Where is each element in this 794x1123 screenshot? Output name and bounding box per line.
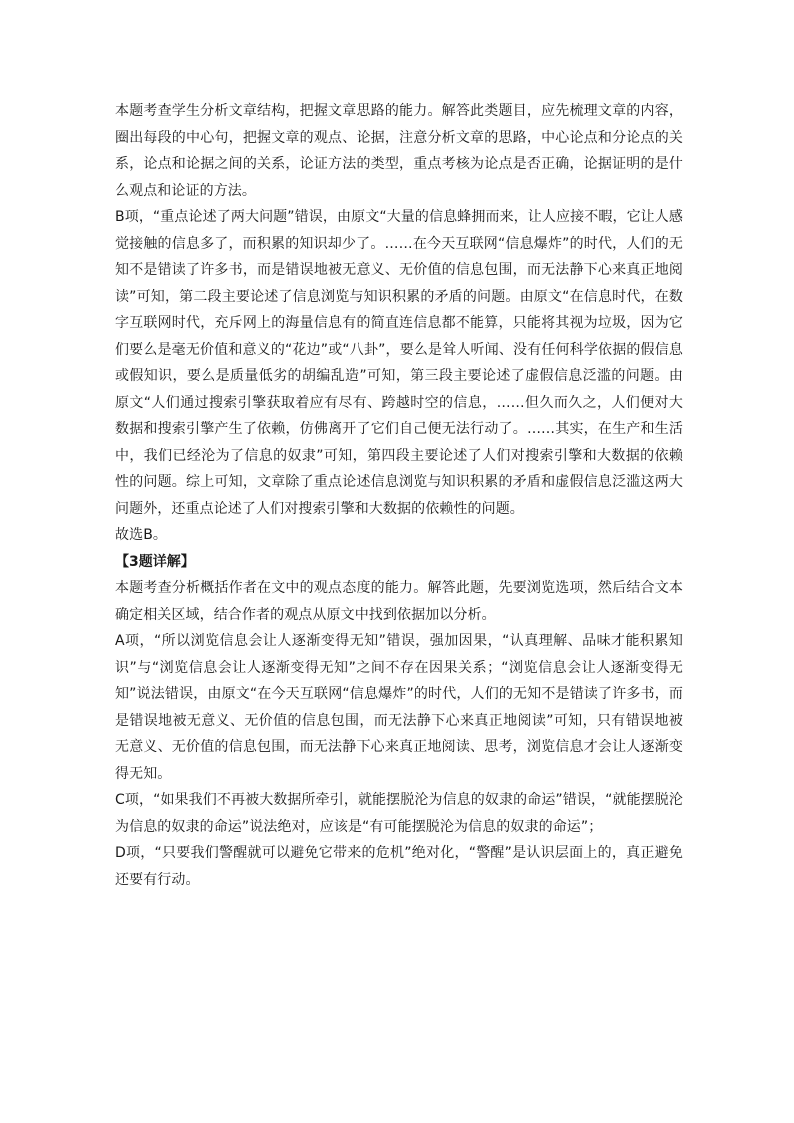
paragraph-answer: 故选B。 — [115, 527, 168, 543]
paragraph-q3-intro: 本题考查分析概括作者在文中的观点态度的能力。解答此题，先要浏览选项，然后结合文本确定相关区域，结合作者的观点从原文中找到依据加以分析。 — [115, 580, 683, 623]
section-heading: 【3题详解】 — [115, 553, 195, 570]
document-body — [115, 98, 683, 893]
paragraph-option-a: A项，“所以浏览信息会让人逐渐变得无知”错误，强加因果，“认真理解、品味才能积累知识”与“浏览信息会让人逐渐变得无知”之间不存在因果关系；“浏览信息会让人逐渐变得无知”说法错误，由原文“在今天互联网“信息爆炸”的时代，人们的无知不是错读了许多书，而是错误地被无意义、无价值的信息包围，而无法静下心来真正地阅读”可知，只有错误地被无意义、无价值的信息包围，而无法静下心来真正地阅读、思考，浏览信息才会让人逐渐变得无知。 — [115, 633, 683, 782]
paragraph-option-c: C项，“如果我们不再被大数据所牵引，就能摆脱沦为信息的奴隶的命运”错误，“就能摆脱沦为信息的奴隶的命运”说法绝对，应该是“有可能摆脱沦为信息的奴隶的命运”； — [115, 792, 683, 835]
paragraph-option-d: D项，“只要我们警醒就可以避免它带来的危机”绝对化，“警醒”是认识层面上的，真正避免还要有行动。 — [115, 845, 683, 888]
paragraph-intro: 本题考查学生分析文章结构，把握文章思路的能力。解答此类题目，应先梳理文章的内容，圈出每段的中心句，把握文章的观点、论据，注意分析文章的思路，中心论点和分论点的关系，论点和论据之间的关系，论证方法的类型，重点考核为论点是否正确，论据证明的是什么观点和论证的方法。 — [115, 103, 683, 199]
paragraph-option-b: B项，“重点论述了两大问题”错误，由原文“大量的信息蜂拥而来，让人应接不暇，它让人感觉接触的信息多了，而积累的知识却少了。……在今天互联网“信息爆炸”的时代，人们的无知不是错读了许多书，而是错误地被无意义、无价值的信息包围，而无法静下心来真正地阅读”可知，第二段主要论述了信息浏览与知识积累的矛盾的问题。由原文“在信息时代，在数字互联网时代，充斥网上的海量信息有的简直连信息都不能算，只能将其视为垃圾，因为它们要么是毫无价值和意义的“花边”或“八卦”，要么是耸人听闻、没有任何科学依据的假信息或假知识，要么是质量低劣的胡编乱造”可知，第三段主要论述了虚假信息泛滥的问题。由原文“人们通过搜索引擎获取着应有尽有、跨越时空的信息，……但久而久之，人们便对大数据和搜索引擎产生了依赖，仿佛离开了它们自己便无法行动了。……其实，在生产和生活中，我们已经沦为了信息的奴隶”可知，第四段主要论述了人们对搜索引擎和大数据的依赖性的问题。综上可知，文章除了重点论述信息浏览与知识积累的矛盾和虚假信息泛滥这两大问题外，还重点论述了人们对搜索引擎和大数据的依赖性的问题。 — [115, 209, 683, 517]
